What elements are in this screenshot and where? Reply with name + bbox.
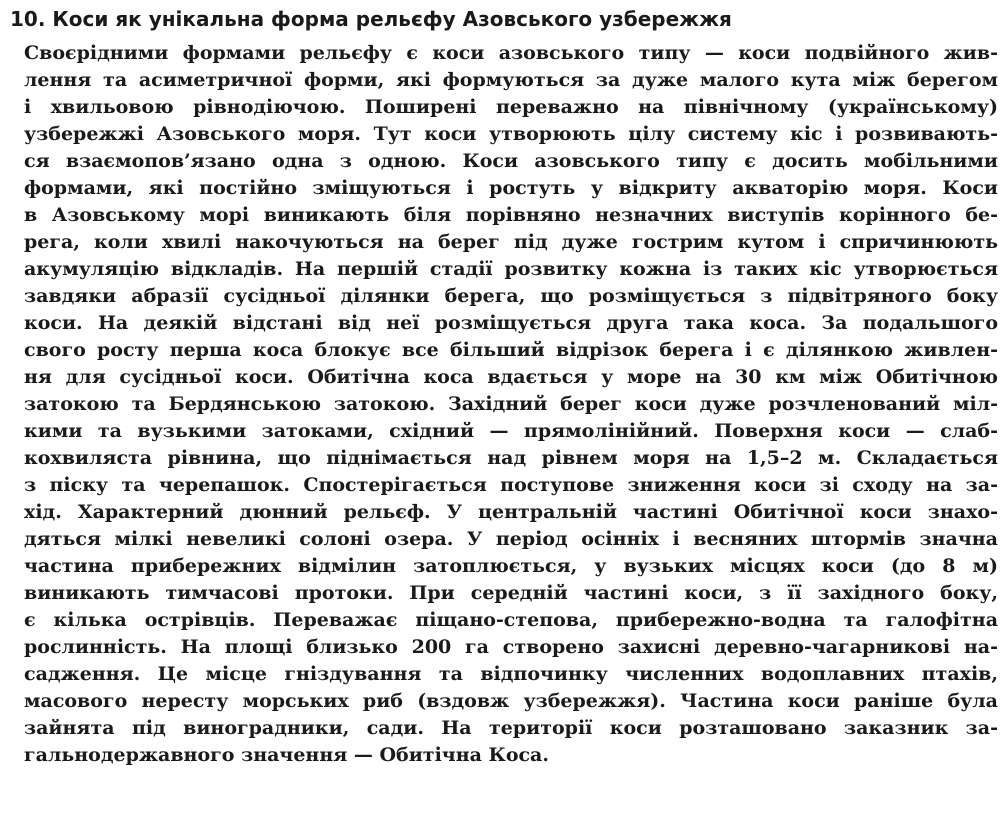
text-line: завдяки абразії сусідньої ділянки берега, що розміщується з підвітряного боку <box>24 285 998 307</box>
paragraph <box>24 40 998 769</box>
text-line: узбережжі Азовського моря. Тут коси утворюють цілу систему кіс і розвивають- <box>24 123 998 145</box>
text-line: садження. Це місце гніздування та відпочинку численних водоплавних птахів, <box>24 663 998 685</box>
text-line: ня для сусідньої коси. Обитічна коса вдається у море на 30 км між Обитічною <box>24 366 998 388</box>
text-line: зайнята під виноградники, сади. На території коси розташовано заказник за- <box>24 717 998 739</box>
text-line: коси. На деякій відстані від неї розміщується друга така коса. За подальшого <box>24 312 998 334</box>
text-line: виникають тимчасові протоки. При середній частині коси, з її західного боку, <box>24 582 998 604</box>
text-line: хід. Характерний дюнний рельєф. У центральній частині Обитічної коси знахо- <box>24 501 998 523</box>
text-line: є кілька острівців. Переважає піщано-степова, прибережно-водна та галофітна <box>24 609 998 631</box>
text-line: дяться мілкі невеликі солоні озера. У період осінніх і весняних штормів значна <box>24 528 998 550</box>
section-heading <box>10 6 998 32</box>
section-number: 10. <box>10 7 46 31</box>
section-title: Коси як унікальна форма рельєфу Азовського узбережжя <box>52 7 732 31</box>
text-line: затокою та Бердянською затокою. Західний берег коси дуже розчленований міл- <box>24 393 998 415</box>
text-line: рега, коли хвилі накочуються на берег під дуже гострим кутом і спричинюють <box>24 231 998 253</box>
text-line: свого росту перша коса блокує все більший відрізок берега і є ділянкою живлен- <box>24 339 998 361</box>
text-line: з піску та черепашок. Спостерігається поступове зниження коси зі сходу на за- <box>24 474 998 496</box>
text-line: кохвиляста рівнина, що піднімається над рівнем моря на 1,5–2 м. Складається <box>24 447 998 469</box>
text-line: масового нересту морських риб (вздовж узбережжя). Частина коси раніше була <box>24 690 998 712</box>
text-line: частина прибережних відмілин затоплюється, у вузьких місцях коси (до 8 м) <box>24 555 998 577</box>
text-line: формами, які постійно зміщуються і ростуть у відкриту акваторію моря. Коси <box>24 177 998 199</box>
text-line: рослинність. На площі близько 200 га створено захисні деревно-чагарникові на- <box>24 636 998 658</box>
text-line: гальнодержавного значення — Обитічна Коса. <box>24 744 549 766</box>
text-line: ся взаємопов’язано одна з одною. Коси азовського типу є досить мобільними <box>24 150 998 172</box>
text-line: Своєрідними формами рельєфу є коси азовського типу — коси подвійного жив- <box>24 42 998 64</box>
text-line: і хвильовою рівнодіючою. Поширені переважно на північному (українському) <box>24 96 998 118</box>
text-line: кими та вузькими затоками, східний — прямолінійний. Поверхня коси — слаб- <box>24 420 998 442</box>
text-line: акумуляцію відкладів. На першій стадії розвитку кожна із таких кіс утворюється <box>24 258 998 280</box>
text-line: в Азовському морі виникають біля порівняно незначних виступів корінного бе- <box>24 204 998 226</box>
text-line: лення та асиметричної форми, які формуються за дуже малого кута між берегом <box>24 69 998 91</box>
